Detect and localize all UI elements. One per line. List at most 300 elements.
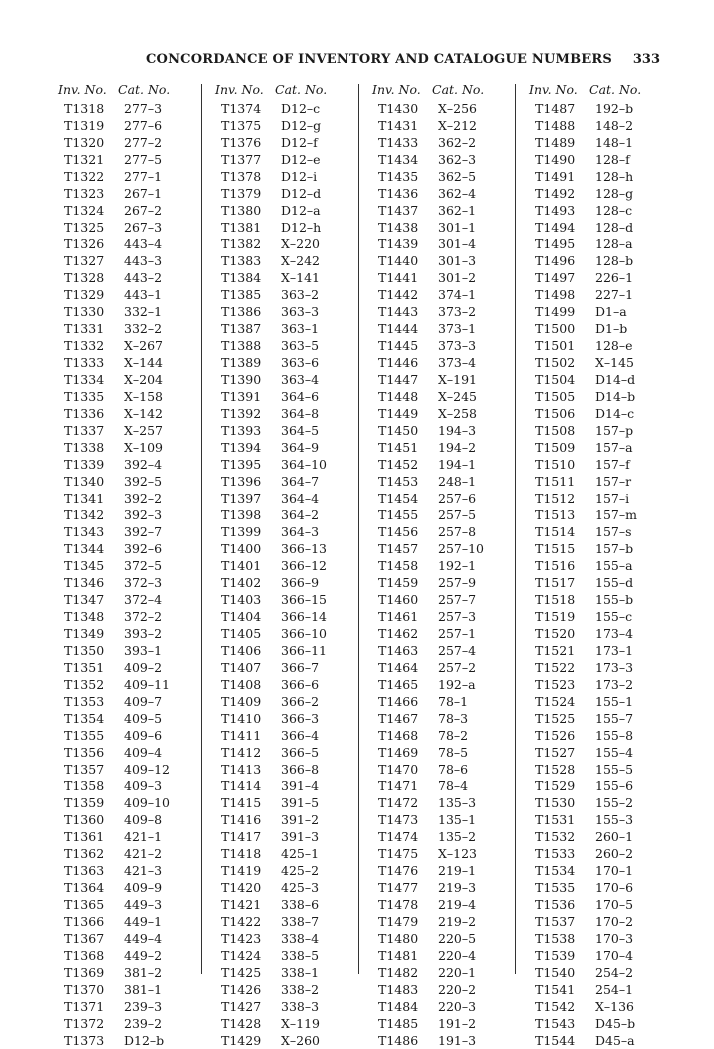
cat-no-cell: 157–b (595, 541, 634, 557)
cat-no-cell: 409–9 (124, 880, 163, 896)
inv-no-cell: T1381 (221, 219, 262, 235)
inv-no-cell: T1544 (535, 1032, 576, 1048)
cat-no-cell: 155–7 (595, 710, 634, 726)
cat-no-cell: D12–h (281, 219, 322, 235)
cat-no-cell: 392–2 (124, 490, 163, 506)
inv-no-cell: T1511 (535, 473, 576, 489)
inv-no-cell: T1444 (378, 321, 419, 337)
table-row (207, 371, 364, 388)
table-row (207, 456, 364, 473)
inv-no-cell: T1516 (535, 558, 576, 574)
cat-no-cell: 148–2 (595, 117, 634, 133)
cat-no-cell: 257–4 (438, 642, 477, 658)
inv-no-cell: T1494 (535, 219, 576, 235)
column-header (364, 78, 521, 100)
cat-no-cell: X–123 (438, 846, 478, 862)
cat-no-cell: 277–2 (124, 134, 163, 150)
inv-no-cell: T1542 (535, 998, 576, 1014)
cat-no-cell: 219–3 (438, 880, 477, 896)
table-row (364, 286, 521, 303)
cat-no-cell: 409–6 (124, 727, 163, 743)
cat-no-cell: 338–7 (281, 913, 320, 929)
table-row (521, 490, 678, 507)
table-row (207, 473, 364, 490)
inv-no-cell: T1510 (535, 456, 576, 472)
table-row (364, 185, 521, 202)
cat-no-cell: 155–5 (595, 761, 634, 777)
table-row (521, 591, 678, 608)
table-row (521, 727, 678, 744)
table-row (50, 879, 207, 896)
table-row (364, 269, 521, 286)
cat-no-cell: 425–3 (281, 880, 320, 896)
cat-no-cell: X–109 (124, 439, 164, 455)
inv-no-cell: T1367 (64, 930, 105, 946)
cat-no-cell: 226–1 (595, 270, 634, 286)
table-row (50, 236, 207, 253)
table-row (207, 168, 364, 185)
inv-no-cell: T1514 (535, 524, 576, 540)
table-row (364, 456, 521, 473)
inv-no-cell: T1530 (535, 795, 576, 811)
inv-no-cell: T1541 (535, 981, 576, 997)
cat-no-cell: 409–3 (124, 778, 163, 794)
inv-no-cell: T1342 (64, 507, 105, 523)
inv-no-cell: T1378 (221, 168, 262, 184)
table-row (207, 574, 364, 591)
cat-no-cell: X–256 (438, 100, 478, 116)
table-row (207, 896, 364, 913)
inv-no-cell: T1513 (535, 507, 576, 523)
table-row (364, 811, 521, 828)
cat-no-cell: 362–1 (438, 202, 477, 218)
table-row (364, 439, 521, 456)
table-row (521, 930, 678, 947)
inv-no-cell: T1411 (221, 727, 262, 743)
cat-no-cell: 362–4 (438, 185, 477, 201)
table-row (364, 540, 521, 557)
inv-no-cell: T1386 (221, 304, 262, 320)
inv-no-cell: T1489 (535, 134, 576, 150)
cat-no-cell: 409–5 (124, 710, 163, 726)
inv-no-cell: T1481 (378, 947, 419, 963)
cat-no-cell: 363–3 (281, 304, 320, 320)
table-row (521, 710, 678, 727)
cat-no-cell: 155–6 (595, 778, 634, 794)
table-row (50, 269, 207, 286)
table-row (50, 456, 207, 473)
cat-no-cell: 220–3 (438, 998, 477, 1014)
table-row (521, 134, 678, 151)
inv-no-cell: T1505 (535, 388, 576, 404)
inv-no-cell: T1331 (64, 321, 105, 337)
cat-no-cell: 364–4 (281, 490, 320, 506)
inv-no-cell: T1375 (221, 117, 262, 133)
cat-no-cell: 381–1 (124, 981, 163, 997)
cat-no-cell: 449–3 (124, 897, 163, 913)
cat-no-cell: 157–f (595, 456, 630, 472)
table-row (521, 286, 678, 303)
cat-no-cell: 373–2 (438, 304, 477, 320)
table-row (364, 354, 521, 371)
inv-no-cell: T1493 (535, 202, 576, 218)
table-row (364, 608, 521, 625)
table-row (50, 388, 207, 405)
cat-no-header: Cat. No. (432, 81, 485, 97)
inv-no-cell: T1495 (535, 236, 576, 252)
table-row (50, 405, 207, 422)
inv-no-cell: T1351 (64, 659, 105, 675)
cat-no-cell: 366–14 (281, 609, 328, 625)
inv-no-cell: T1422 (221, 913, 262, 929)
inv-no-cell: T1410 (221, 710, 262, 726)
table-row (521, 219, 678, 236)
table-row (364, 642, 521, 659)
cat-no-cell: 392–5 (124, 473, 163, 489)
inv-no-cell: T1370 (64, 981, 105, 997)
cat-no-cell: 449–2 (124, 947, 163, 963)
cat-no-cell: 409–12 (124, 761, 171, 777)
table-row (207, 388, 364, 405)
table-row (364, 862, 521, 879)
table-row (521, 1032, 678, 1049)
table-row (207, 930, 364, 947)
table-row (364, 422, 521, 439)
cat-no-cell: 338–1 (281, 964, 320, 980)
inv-no-cell: T1492 (535, 185, 576, 201)
inv-no-cell: T1419 (221, 863, 262, 879)
cat-no-cell: 449–4 (124, 930, 163, 946)
cat-no-cell: 421–2 (124, 846, 163, 862)
inv-no-cell: T1333 (64, 355, 105, 371)
cat-no-cell: 148–1 (595, 134, 634, 150)
inv-no-cell: T1387 (221, 321, 262, 337)
cat-no-cell: X–204 (124, 371, 164, 387)
inv-no-cell: T1383 (221, 253, 262, 269)
inv-no-cell: T1336 (64, 405, 105, 421)
table-row (364, 778, 521, 795)
inv-no-cell: T1395 (221, 456, 262, 472)
cat-no-cell: 128–d (595, 219, 634, 235)
table-row (364, 744, 521, 761)
inv-no-cell: T1324 (64, 202, 105, 218)
inv-no-cell: T1527 (535, 744, 576, 760)
table-row (521, 117, 678, 134)
inv-no-cell: T1433 (378, 134, 419, 150)
cat-no-cell: X–220 (281, 236, 321, 252)
table-row (364, 168, 521, 185)
cat-no-cell: D14–d (595, 371, 636, 387)
table-row (364, 202, 521, 219)
table-row (364, 574, 521, 591)
inv-no-cell: T1354 (64, 710, 105, 726)
table-row (364, 794, 521, 811)
inv-no-cell: T1456 (378, 524, 419, 540)
table-row (50, 947, 207, 964)
cat-no-cell: 363–6 (281, 355, 320, 371)
table-row (207, 202, 364, 219)
inv-no-cell: T1335 (64, 388, 105, 404)
inv-no-cell: T1396 (221, 473, 262, 489)
column-group-2 (207, 78, 364, 1049)
cat-no-cell: D1–b (595, 321, 628, 337)
table-row (207, 185, 364, 202)
cat-no-cell: 366–15 (281, 592, 328, 608)
table-row (364, 947, 521, 964)
table-row (521, 405, 678, 422)
table-row (50, 202, 207, 219)
inv-no-cell: T1334 (64, 371, 105, 387)
inv-no-cell: T1521 (535, 642, 576, 658)
cat-no-cell: 170–1 (595, 863, 634, 879)
table-row (50, 490, 207, 507)
table-row (364, 761, 521, 778)
inv-no-cell: T1482 (378, 964, 419, 980)
table-row (50, 896, 207, 913)
cat-no-cell: 366–8 (281, 761, 320, 777)
page-number: 333 (632, 52, 660, 67)
table-row (207, 540, 364, 557)
inv-no-cell: T1522 (535, 659, 576, 675)
table-row (50, 591, 207, 608)
cat-no-cell: 78–4 (438, 778, 469, 794)
table-row (207, 828, 364, 845)
cat-no-cell: D12–a (281, 202, 321, 218)
column-header (521, 78, 678, 100)
inv-no-cell: T1364 (64, 880, 105, 896)
inv-no-cell: T1329 (64, 287, 105, 303)
cat-no-cell: 128–a (595, 236, 633, 252)
table-row (364, 151, 521, 168)
inv-no-cell: T1484 (378, 998, 419, 1014)
table-row (50, 100, 207, 117)
inv-no-cell: T1394 (221, 439, 262, 455)
table-row (521, 354, 678, 371)
cat-no-cell: 366–9 (281, 575, 320, 591)
cat-no-cell: D12–c (281, 100, 321, 116)
inv-no-cell: T1406 (221, 642, 262, 658)
table-row (364, 930, 521, 947)
inv-no-cell: T1483 (378, 981, 419, 997)
cat-no-cell: 155–b (595, 592, 634, 608)
table-row (364, 879, 521, 896)
inv-no-cell: T1385 (221, 287, 262, 303)
cat-no-cell: D12–d (281, 185, 322, 201)
inv-no-cell: T1471 (378, 778, 419, 794)
table-row (50, 710, 207, 727)
table-row (364, 1015, 521, 1032)
table-row (207, 879, 364, 896)
inv-no-cell: T1360 (64, 812, 105, 828)
cat-no-cell: 157–s (595, 524, 632, 540)
table-row (50, 354, 207, 371)
table-row (207, 659, 364, 676)
table-row (207, 710, 364, 727)
inv-no-cell: T1499 (535, 304, 576, 320)
table-row (207, 778, 364, 795)
inv-no-cell: T1473 (378, 812, 419, 828)
inv-no-cell: T1424 (221, 947, 262, 963)
cat-no-cell: 366–3 (281, 710, 320, 726)
cat-no-cell: 157–p (595, 422, 634, 438)
cat-no-cell: 338–4 (281, 930, 320, 946)
table-row (521, 168, 678, 185)
inv-no-cell: T1467 (378, 710, 419, 726)
inv-no-cell: T1332 (64, 338, 105, 354)
table-row (364, 676, 521, 693)
table-row (364, 727, 521, 744)
inv-no-cell: T1533 (535, 846, 576, 862)
table-row (50, 371, 207, 388)
table-row (521, 896, 678, 913)
table-row (50, 845, 207, 862)
cat-no-cell: 157–r (595, 473, 632, 489)
table-row (364, 134, 521, 151)
inv-no-cell: T1376 (221, 134, 262, 150)
inv-no-cell: T1348 (64, 609, 105, 625)
table-row (50, 151, 207, 168)
cat-no-cell: X–191 (438, 371, 478, 387)
cat-no-cell: 135–1 (438, 812, 477, 828)
cat-no-cell: 267–2 (124, 202, 163, 218)
inv-no-cell: T1488 (535, 117, 576, 133)
cat-no-cell: X–242 (281, 253, 321, 269)
cat-no-cell: 155–1 (595, 693, 634, 709)
cat-no-cell: 191–3 (438, 1032, 477, 1048)
cat-no-cell: 170–3 (595, 930, 634, 946)
inv-no-cell: T1437 (378, 202, 419, 218)
inv-no-cell: T1338 (64, 439, 105, 455)
inv-no-cell: T1534 (535, 863, 576, 879)
cat-no-cell: 128–e (595, 338, 633, 354)
cat-no-cell: 135–2 (438, 829, 477, 845)
cat-no-cell: 260–1 (595, 829, 634, 845)
table-row (521, 642, 678, 659)
cat-no-cell: 443–4 (124, 236, 163, 252)
table-row (521, 778, 678, 795)
table-row (364, 693, 521, 710)
table-row (50, 828, 207, 845)
inv-no-cell: T1362 (64, 846, 105, 862)
table-row (207, 523, 364, 540)
inv-no-cell: T1531 (535, 812, 576, 828)
table-row (50, 625, 207, 642)
inv-no-cell: T1504 (535, 371, 576, 387)
cat-no-cell: 393–2 (124, 626, 163, 642)
cat-no-cell: 155–2 (595, 795, 634, 811)
table-row (521, 981, 678, 998)
cat-no-cell: 372–2 (124, 609, 163, 625)
inv-no-cell: T1543 (535, 1015, 576, 1031)
cat-no-cell: D12–g (281, 117, 322, 133)
table-row (364, 507, 521, 524)
cat-no-cell: 257–7 (438, 592, 477, 608)
inv-no-cell: T1426 (221, 981, 262, 997)
inv-no-cell: T1438 (378, 219, 419, 235)
cat-no-cell: 157–a (595, 439, 633, 455)
table-row (207, 642, 364, 659)
cat-no-cell: 449–1 (124, 913, 163, 929)
cat-no-cell: X–141 (281, 270, 321, 286)
cat-no-cell: 363–4 (281, 371, 320, 387)
cat-no-cell: 363–5 (281, 338, 320, 354)
inv-no-cell: T1323 (64, 185, 105, 201)
cat-no-cell: D12–e (281, 151, 321, 167)
inv-no-cell: T1384 (221, 270, 262, 286)
table-row (207, 422, 364, 439)
inv-no-cell: T1436 (378, 185, 419, 201)
inv-no-cell: T1512 (535, 490, 576, 506)
inv-no-cell: T1442 (378, 287, 419, 303)
inv-no-cell: T1435 (378, 168, 419, 184)
cat-no-cell: 254–1 (595, 981, 634, 997)
cat-no-cell: 267–1 (124, 185, 163, 201)
inv-no-cell: T1423 (221, 930, 262, 946)
inv-no-cell: T1346 (64, 575, 105, 591)
table-row (364, 710, 521, 727)
table-row (50, 1015, 207, 1032)
inv-no-cell: T1430 (378, 100, 419, 116)
cat-no-cell: 78–1 (438, 693, 469, 709)
cat-no-cell: 194–3 (438, 422, 477, 438)
cat-no-cell: D45–b (595, 1015, 636, 1031)
cat-no-cell: 135–3 (438, 795, 477, 811)
cat-no-cell: 374–1 (438, 287, 477, 303)
table-row (207, 219, 364, 236)
table-row (364, 490, 521, 507)
table-row (50, 422, 207, 439)
inv-no-cell: T1407 (221, 659, 262, 675)
table-row (521, 676, 678, 693)
table-row (207, 354, 364, 371)
table-row (521, 439, 678, 456)
table-row (521, 947, 678, 964)
table-row (207, 337, 364, 354)
inv-no-cell: T1451 (378, 439, 419, 455)
cat-no-cell: 338–5 (281, 947, 320, 963)
cat-no-cell: 364–8 (281, 405, 320, 421)
inv-no-cell: T1517 (535, 575, 576, 591)
cat-no-cell: 128–c (595, 202, 633, 218)
inv-no-cell: T1325 (64, 219, 105, 235)
table-row (364, 219, 521, 236)
cat-no-cell: X–144 (124, 355, 164, 371)
table-row (364, 388, 521, 405)
inv-no-cell: T1465 (378, 676, 419, 692)
table-row (207, 811, 364, 828)
inv-no-cell: T1539 (535, 947, 576, 963)
table-row (207, 320, 364, 337)
inv-no-cell: T1337 (64, 422, 105, 438)
cat-no-cell: 364–10 (281, 456, 328, 472)
column-header (207, 78, 364, 100)
table-row (50, 913, 207, 930)
cat-no-cell: 366–5 (281, 744, 320, 760)
table-row (50, 219, 207, 236)
inv-no-cell: T1352 (64, 676, 105, 692)
cat-no-cell: D45–a (595, 1032, 635, 1048)
table-row (207, 862, 364, 879)
table-row (50, 574, 207, 591)
inv-no-cell: T1462 (378, 626, 419, 642)
inv-no-header: Inv. No. (372, 81, 421, 97)
inv-no-cell: T1412 (221, 744, 262, 760)
table-row (207, 727, 364, 744)
table-row (521, 371, 678, 388)
table-row (521, 811, 678, 828)
table-row (521, 523, 678, 540)
table-row (521, 794, 678, 811)
